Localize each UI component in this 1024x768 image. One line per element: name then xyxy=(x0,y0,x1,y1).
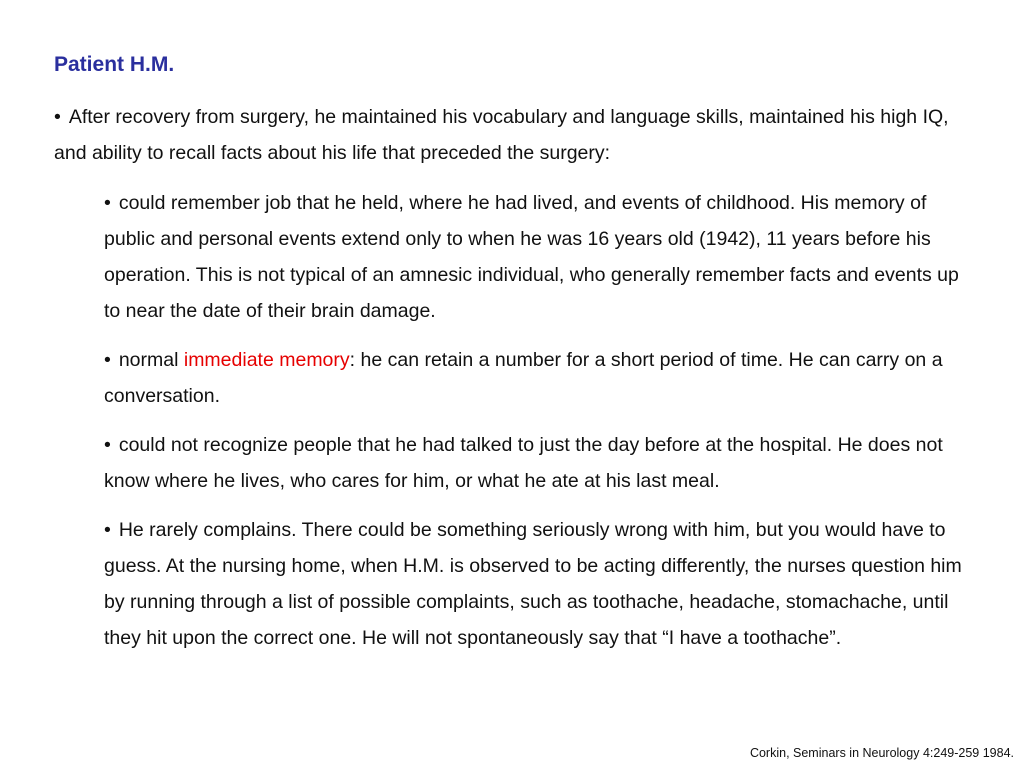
bullet-icon: • xyxy=(104,519,111,541)
sub-bullet-prefix: normal xyxy=(118,349,184,371)
main-bullet-text: After recovery from surgery, he maintained his vocabulary and language skills, maintained his high IQ, and ability to recall facts about his life that preceded the surgery: xyxy=(54,106,949,164)
sub-bullet-list xyxy=(104,185,974,669)
sub-bullet-immediate-memory xyxy=(104,342,974,414)
bullet-icon: • xyxy=(54,106,61,128)
sub-bullet-recognition xyxy=(104,427,974,499)
sub-bullet-remote-memory xyxy=(104,185,974,329)
sub-bullet-text: could not recognize people that he had talked to just the day before at the hospital. He does not know where he lives, who cares for him, or what he ate at his last meal. xyxy=(104,434,943,492)
sub-bullet-text: could remember job that he held, where he had lived, and events of childhood. His memory of public and personal events extend only to when he was 16 years old (1942), 11 years before his operation. This is not typical of an amnesic individual, who generally remember facts and events up to near the date of their brain damage. xyxy=(104,192,959,322)
highlighted-term: immediate memory xyxy=(183,349,350,371)
sub-bullet-text: He rarely complains. There could be something seriously wrong with him, but you would have to guess. At the nursing home, when H.M. is observed to be acting differently, the nurses question him by running through a list of possible complaints, such as toothache, headache, stomachache, until they hit upon the correct one. He will not spontaneously say that “I have a toothache”. xyxy=(104,519,962,649)
sub-bullet-suffix: : he can retain a number for a short period of time. He can carry on a conversation. xyxy=(104,349,943,407)
sub-bullet-complaints xyxy=(104,512,974,656)
slide-title: Patient H.M. xyxy=(54,53,175,76)
bullet-icon: • xyxy=(104,434,111,456)
citation: Corkin, Seminars in Neurology 4:249-259 1984. xyxy=(749,746,1014,760)
bullet-icon: • xyxy=(104,192,111,214)
bullet-icon: • xyxy=(104,349,111,371)
main-bullet xyxy=(54,99,974,171)
